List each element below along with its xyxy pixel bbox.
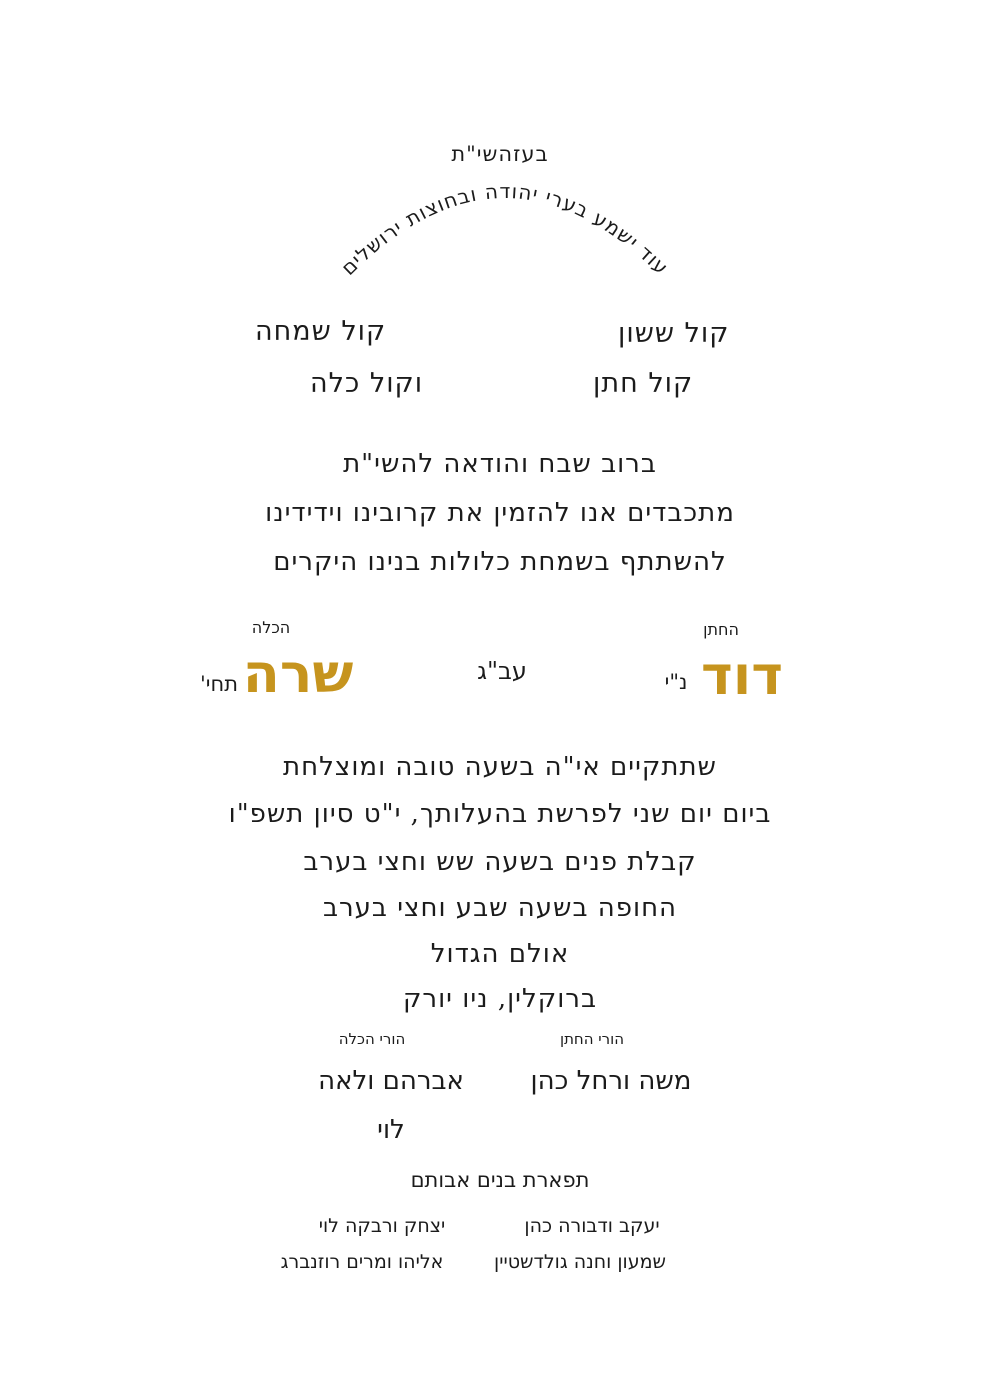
grandparent-groom-side-1: יעקב ודבורה כהן <box>524 1215 660 1237</box>
header-blessing: בעזהשי"ת <box>451 142 549 166</box>
grandparent-bride-side-1: יצחק ורבקה לוי <box>318 1215 446 1237</box>
grandparent-bride-side-2: אליהו ומרים רוזנברג <box>280 1251 444 1273</box>
groom-name: דוד <box>700 643 784 707</box>
voice-sason: קול ששון <box>618 318 730 349</box>
bride-honorific: תחי' <box>200 672 238 696</box>
voice-kallah: וקול כלה <box>310 368 424 399</box>
details-line-5: אולם הגדול <box>430 939 570 969</box>
invitation-line-3: להשתתף בשמחת כלולות בנינו היקרים <box>273 547 727 577</box>
bride-name: שרה <box>242 641 354 705</box>
details-line-4: החופה בשעה שבע וחצי בערב <box>322 893 678 923</box>
groom-parents-label: הורי החתן <box>559 1030 625 1048</box>
bride-parents-label: הורי הכלה <box>338 1030 406 1048</box>
groom-label: החתן <box>703 620 739 639</box>
groom-parents-names: משה ורחל כהן <box>530 1066 692 1096</box>
bride-parents-names-line1: אברהם ולאה <box>318 1066 464 1096</box>
groom-honorific: נ"י <box>664 670 688 694</box>
arc-verse-text: עוד ישמע בערי יהודה ובחוצות ירושלים <box>336 178 674 280</box>
arc-verse-svg <box>255 168 755 318</box>
voice-simcha: קול שמחה <box>255 316 387 347</box>
couple-separator: עב"ג <box>477 657 527 685</box>
svg-text:עוד ישמע בערי יהודה ובחוצות יר <box>336 179 674 280</box>
bride-parents-names-line2: לוי <box>377 1115 405 1145</box>
grandparents-title: תפארת בנים אבותם <box>410 1168 590 1192</box>
bride-label: הכלה <box>251 618 291 637</box>
invitation-line-1: ברוב שבח והודאה להשי"ת <box>343 449 657 479</box>
details-line-1: שתתקיים אי"ה בשעה טובה ומוצלחת <box>283 752 717 782</box>
details-line-6: ברוקלין, ניו יורק <box>402 984 598 1014</box>
invitation-line-2: מתכבדים אנו להזמין את קרובינו וידידינו <box>265 498 735 528</box>
voice-chatan: קול חתן <box>593 368 694 399</box>
details-line-3: קבלת פנים בשעה שש וחצי בערב <box>303 847 697 877</box>
grandparent-groom-side-2: שמעון וחנה גולדשטיין <box>494 1251 666 1273</box>
details-line-2: ביום יום שני לפרשת בהעלותך, י"ט סיון תשפ"ו <box>228 799 772 829</box>
